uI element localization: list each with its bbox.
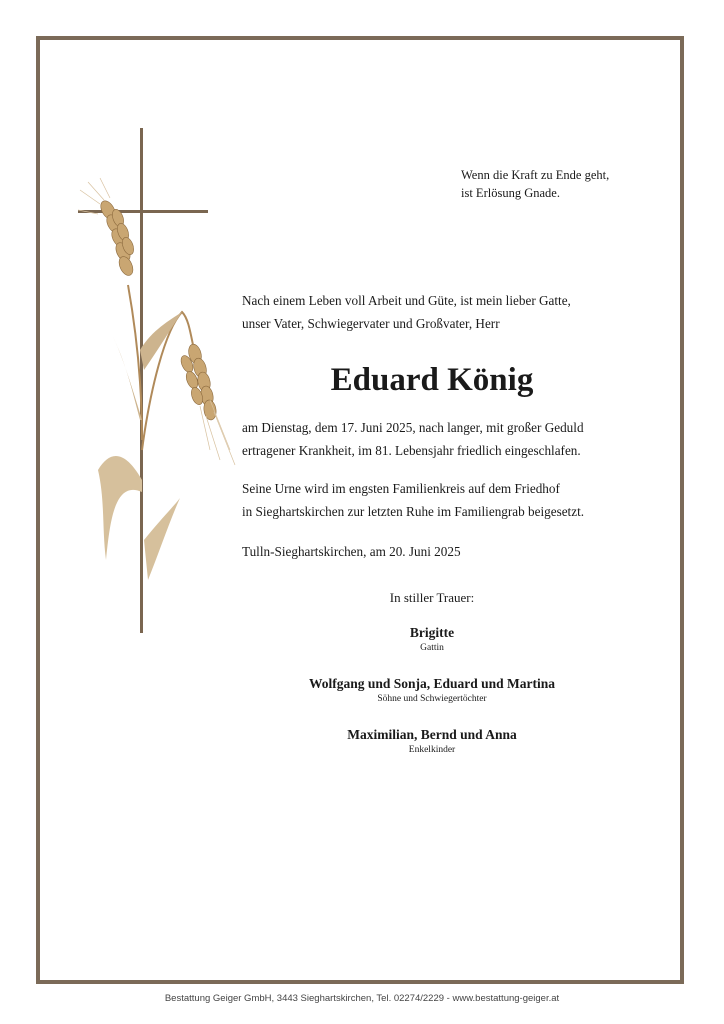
burial-text (242, 477, 638, 523)
mourner-name: Maximilian, Bernd und Anna (347, 727, 517, 742)
mourner-relation: Enkelkinder (408, 745, 456, 755)
mourner-name: Wolfgang und Sonja, Eduard und Martina (308, 676, 556, 691)
mourner-name: Brigitte (409, 625, 455, 640)
mourner-spouse (242, 624, 622, 655)
deceased-name: Eduard König (330, 362, 534, 398)
intro-text (242, 289, 638, 335)
cross-wheat-icon (70, 120, 250, 640)
burial-line-2: in Sieghartskirchen zur letzten Ruhe im Familiengrab beigesetzt. (242, 504, 585, 519)
mourner-relation: Söhne und Schwiegertöchter (377, 694, 487, 704)
mourner-children (242, 675, 622, 706)
burial-line-1: Seine Urne wird im engsten Familienkreis auf dem Friedhof (242, 481, 560, 496)
intro-line-1: Nach einem Leben voll Arbeit und Güte, ist mein lieber Gatte, (242, 293, 571, 308)
intro-line-2: unser Vater, Schwiegervater und Großvater, Herr (242, 316, 500, 331)
mourning-title: In stiller Trauer: (389, 590, 475, 605)
death-line-1: am Dienstag, dem 17. Juni 2025, nach langer, mit großer Geduld (242, 420, 584, 435)
motto (461, 166, 661, 202)
mourner-grandchildren (242, 726, 622, 757)
mourner-relation: Gattin (420, 643, 444, 653)
death-text (242, 416, 638, 462)
motto-line-2: ist Erlösung Gnade. (461, 186, 560, 200)
footer-contact: Bestattung Geiger GmbH, 3443 Sieghartskirchen, Tel. 02274/2229 - www.bestattung-geiger.at (164, 993, 560, 1004)
place-date: Tulln-Sieghartskirchen, am 20. Juni 2025 (242, 544, 461, 559)
death-line-2: ertragener Krankheit, im 81. Lebensjahr friedlich eingeschlafen. (242, 443, 581, 458)
motto-line-1: Wenn die Kraft zu Ende geht, (461, 168, 610, 182)
